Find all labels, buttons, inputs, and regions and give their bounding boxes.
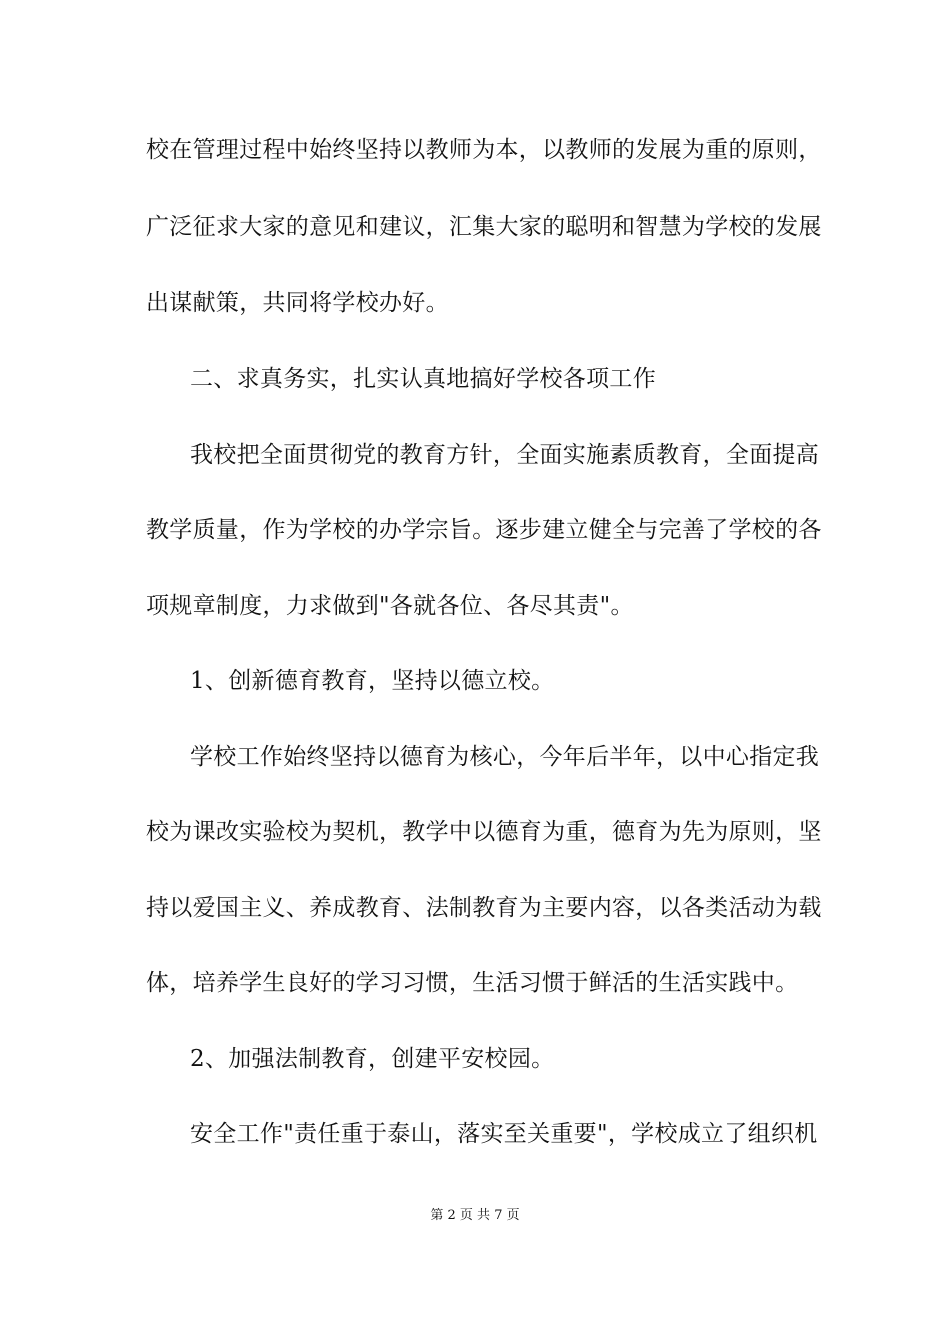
text-line-10: 校为课改实验校为契机，教学中以德育为重，德育为先为原则，坚 xyxy=(146,819,822,845)
text-line-6: 教学质量，作为学校的办学宗旨。逐步建立健全与完善了学校的各 xyxy=(146,517,822,543)
text-line-1: 校在管理过程中始终坚持以教师为本，以教师的发展为重的原则， xyxy=(146,137,822,163)
text-line-5: 我校把全面贯彻党的教育方针，全面实施素质教育，全面提高 xyxy=(190,442,820,468)
text-line-9: 学校工作始终坚持以德育为核心，今年后半年，以中心指定我 xyxy=(190,744,820,770)
text-line-7: 项规章制度，力求做到"各就各位、各尽其责"。 xyxy=(146,593,634,619)
text-line-14: 安全工作"责任重于泰山，落实至关重要"，学校成立了组织机 xyxy=(190,1121,818,1147)
subheading-1: 1、创新德育教育，坚持以德立校。 xyxy=(190,668,555,694)
text-line-2: 广泛征求大家的意见和建议，汇集大家的聪明和智慧为学校的发展 xyxy=(146,214,822,240)
text-line-12: 体，培养学生良好的学习习惯，生活习惯于鲜活的生活实践中。 xyxy=(146,970,799,996)
subheading-2: 2、加强法制教育，创建平安校园。 xyxy=(190,1046,555,1072)
page-footer xyxy=(0,1207,950,1225)
page-number-label: 第 2 页 共 7 页 xyxy=(430,1208,520,1223)
text-line-3: 出谋献策，共同将学校办好。 xyxy=(146,290,449,316)
text-line-11: 持以爱国主义、养成教育、法制教育为主要内容，以各类活动为载 xyxy=(146,895,822,921)
section-heading: 二、求真务实，扎实认真地搞好学校各项工作 xyxy=(190,366,656,392)
